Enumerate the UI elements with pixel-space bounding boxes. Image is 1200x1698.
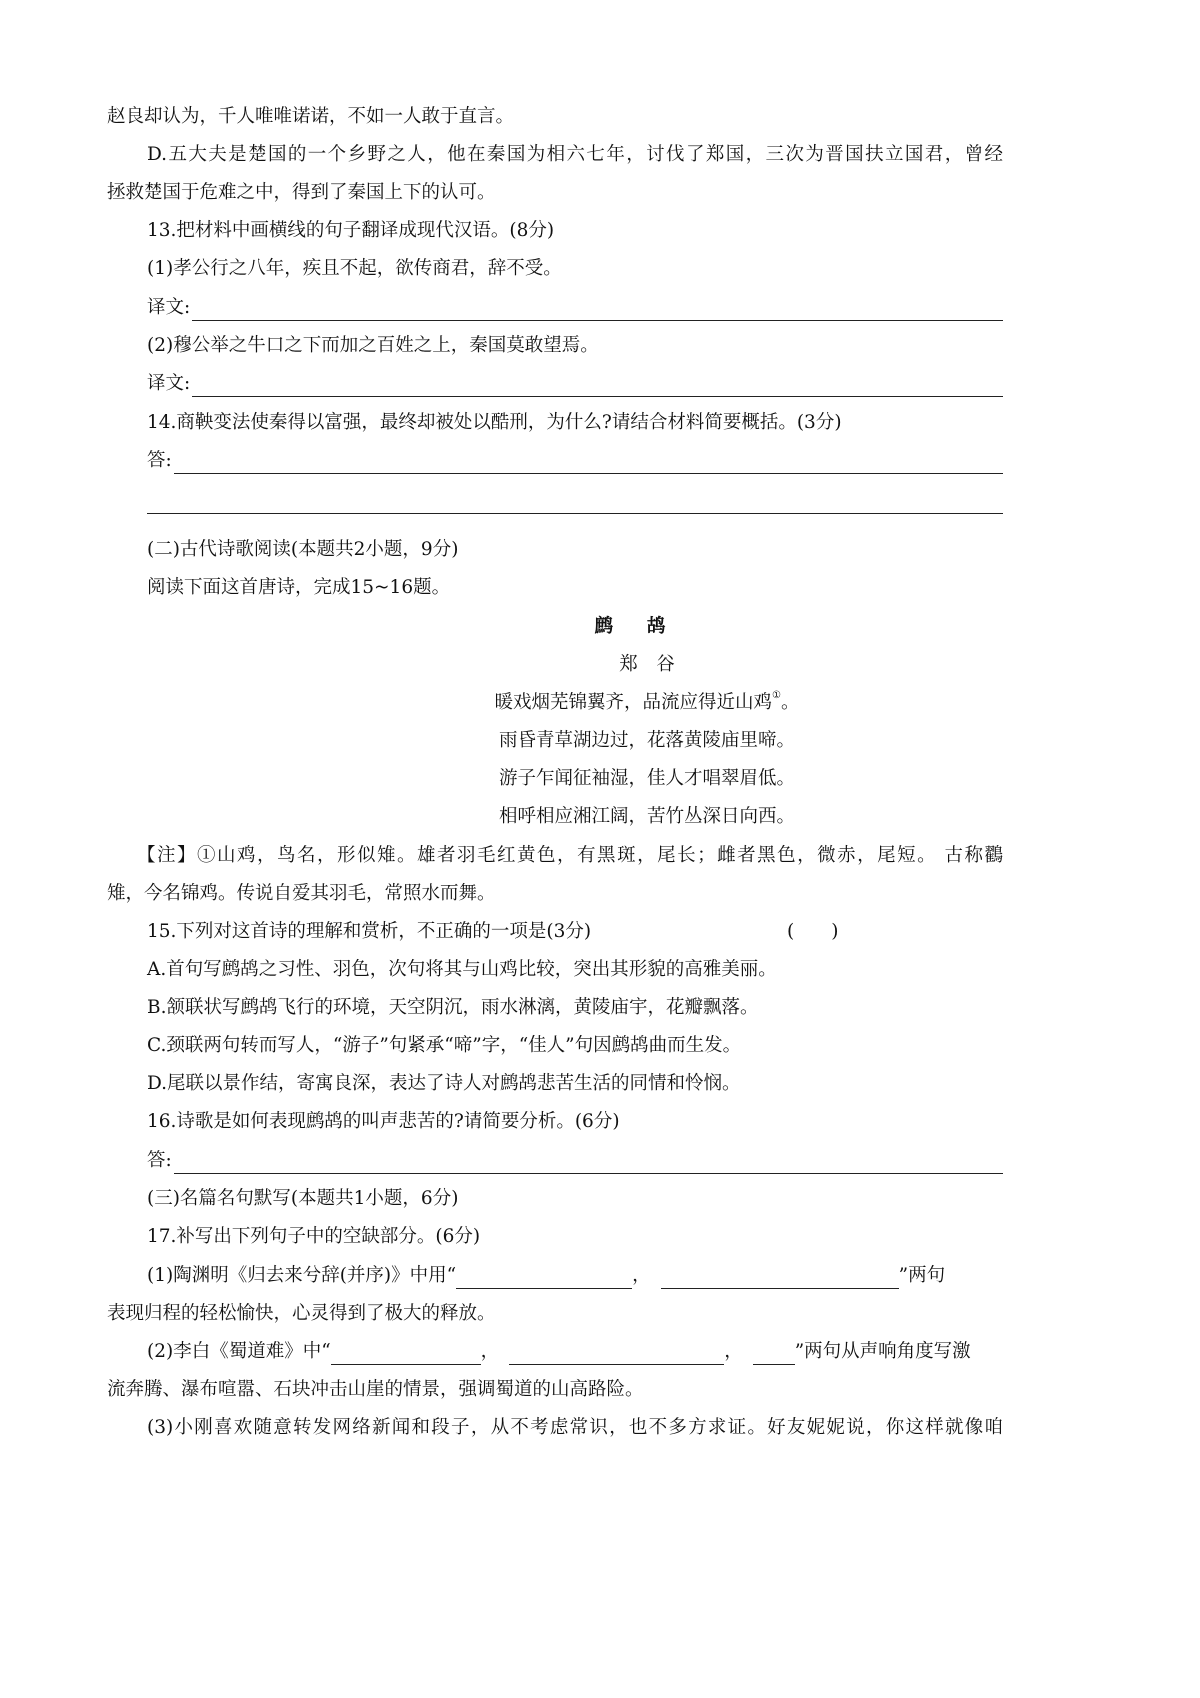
answer-label: 译文: (147, 373, 191, 394)
q12-option-c-end: 赵良却认为，千人唯唯诺诺，不如一人敢于直言。 (107, 106, 515, 127)
poem-note-line1: 【注】①山鸡，鸟名，形似雉。雄者羽毛红黄色，有黑斑，尾长；雌者黑色，微赤，尾短。 古称鸐 (137, 845, 1003, 866)
q15-stem (147, 919, 1003, 945)
q14-answer[interactable] (147, 448, 1003, 474)
comma: ， (632, 1265, 651, 1286)
q15-option-c[interactable]: C.颈联两句转而写人，“游子”句紧承“啼”字，“佳人”句因鹧鸪曲而生发。 (147, 1035, 742, 1056)
poem-note-line2: 雉，今名锦鸡。传说自爱其羽毛，常照水而舞。 (107, 883, 496, 904)
answer-label: 译文: (147, 297, 191, 318)
q13-answer-1[interactable] (147, 295, 1003, 321)
poem-title: 鹧鸪 (594, 616, 700, 637)
answer-line[interactable] (174, 1153, 1003, 1174)
poem-line-end: 。 (780, 692, 800, 713)
poem-line-1 (107, 690, 1187, 716)
q15-option-a[interactable]: A.首句写鹧鸪之习性、羽色，次句将其与山鸡比较，突出其形貌的高雅美丽。 (147, 959, 777, 980)
answer-label: 答: (147, 1150, 172, 1171)
blank-field[interactable] (456, 1268, 632, 1289)
q13-sentence-1: (1)孝公行之八年，疾且不起，欲传商君，辞不受。 (147, 258, 562, 279)
blank-field[interactable] (753, 1344, 795, 1365)
q17-item-3: (3)小刚喜欢随意转发网络新闻和段子，从不考虑常识，也不多方求证。好友妮妮说，你这样就像咱 (147, 1417, 1003, 1438)
poem-line-4: 相呼相应湘江阔，苦竹丛深日向西。 (498, 806, 795, 827)
answer-paren[interactable]: ( ) (787, 921, 839, 942)
q17-item-2-suffix: ”两句从声响角度写激 (794, 1341, 971, 1362)
comma: ， (724, 1341, 743, 1362)
q15-option-b[interactable]: B.颔联状写鹧鸪飞行的环境，天空阴沉，雨水淋漓，黄陵庙宇，花瓣飘落。 (147, 997, 759, 1018)
q17-item-2 (147, 1339, 1003, 1365)
section-2-heading: (二)古代诗歌阅读(本题共2小题，9分) (147, 539, 459, 560)
poem-author: 郑 谷 (619, 654, 675, 675)
poem-line-3: 游子乍闻征袖湿，佳人才唱翠眉低。 (498, 768, 795, 789)
blank-field[interactable] (509, 1344, 724, 1365)
q16-answer[interactable] (147, 1148, 1003, 1174)
answer-line[interactable] (192, 376, 1003, 397)
q13-stem: 13.把材料中画横线的句子翻译成现代汉语。(8分) (147, 220, 555, 241)
q12-option-d-line1: D.五大夫是楚国的一个乡野之人，他在秦国为相六七年，讨伐了郑国，三次为晋国扶立国君，曾经 (147, 144, 1003, 165)
blank-field[interactable] (661, 1268, 899, 1289)
q17-stem: 17.补写出下列句子中的空缺部分。(6分) (147, 1226, 481, 1247)
q17-item-1-suffix: ”两句 (898, 1265, 946, 1286)
q17-item-1-cont: 表现归程的轻松愉快，心灵得到了极大的释放。 (107, 1303, 496, 1324)
answer-label: 答: (147, 450, 172, 471)
section-3-heading: (三)名篇名句默写(本题共1小题，6分) (147, 1188, 459, 1209)
q13-sentence-2: (2)穆公举之牛口之下而加之百姓之上，秦国莫敢望焉。 (147, 335, 599, 356)
comma: ， (480, 1341, 500, 1362)
q16-stem: 16.诗歌是如何表现鹧鸪的叫声悲苦的?请简要分析。(6分) (147, 1111, 620, 1132)
answer-line[interactable] (174, 453, 1003, 474)
q13-answer-2[interactable] (147, 371, 1003, 397)
poem-line-2: 雨昏青草湖边过，花落黄陵庙里啼。 (498, 730, 795, 751)
q14-answer-line-2[interactable] (147, 513, 1003, 514)
q17-item-1 (147, 1263, 1003, 1289)
answer-line[interactable] (192, 300, 1003, 321)
section-2-intro: 阅读下面这首唐诗，完成15~16题。 (147, 577, 451, 598)
q15-stem-text: 15.下列对这首诗的理解和赏析，不正确的一项是(3分) (147, 921, 592, 942)
poem-line-text: 暖戏烟芜锦翼齐，品流应得近山鸡 (494, 692, 773, 713)
q15-option-d[interactable]: D.尾联以景作结，寄寓良深，表达了诗人对鹧鸪悲苦生活的同情和怜悯。 (147, 1073, 741, 1094)
blank-field[interactable] (331, 1344, 481, 1365)
q17-item-1-text: (1)陶渊明《归去来兮辞(并序)》中用“ (147, 1265, 457, 1286)
q17-item-2-text: (2)李白《蜀道难》中“ (147, 1341, 331, 1362)
note-marker: ① (772, 690, 781, 701)
q12-option-d-line2: 拯救楚国于危难之中，得到了秦国上下的认可。 (107, 182, 496, 203)
q17-item-2-cont: 流奔腾、瀑布喧嚣、石块冲击山崖的情景，强调蜀道的山高路险。 (107, 1379, 644, 1400)
q14-stem: 14.商鞅变法使秦得以富强，最终却被处以酷刑，为什么?请结合材料简要概括。(3分) (147, 412, 842, 433)
